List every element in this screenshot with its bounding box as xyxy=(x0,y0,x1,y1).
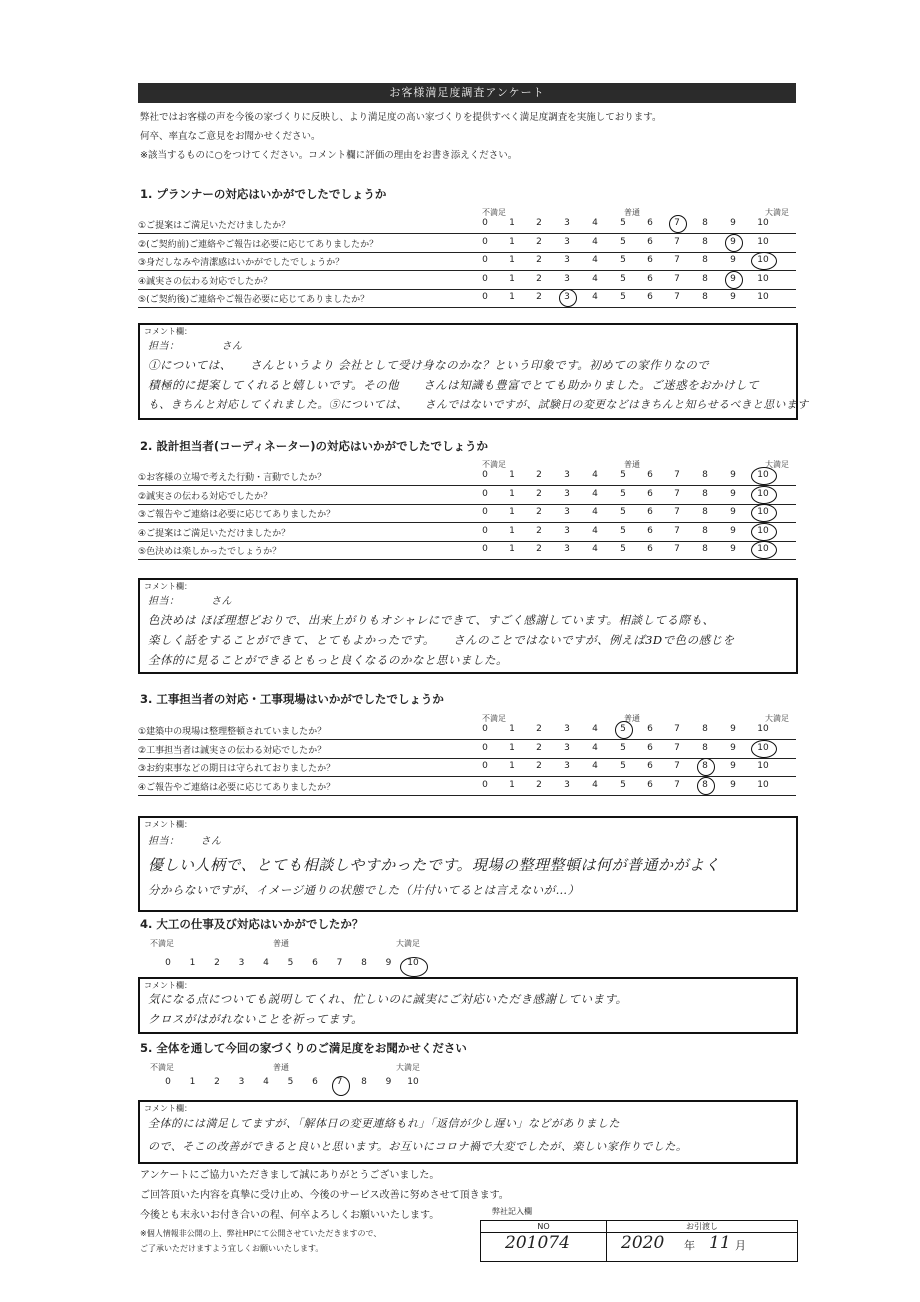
rating-option[interactable]: 8 xyxy=(702,218,708,228)
comment-line: 積極的に提案してくれると嬉しいです。その他 さんは知識も豊富でとても助かりました。ご迷惑をおかけして xyxy=(148,378,760,392)
rating-option[interactable]: 3 xyxy=(564,525,570,536)
rating-option[interactable]: 2 xyxy=(536,525,542,536)
rating-option[interactable]: 5 xyxy=(620,255,626,265)
question-row xyxy=(138,289,796,308)
rating-option[interactable]: 4 xyxy=(592,470,598,480)
scale-mid-label: 普通 xyxy=(624,460,640,469)
rating-option[interactable]: 7 xyxy=(674,525,680,536)
question-row xyxy=(138,467,796,486)
rating-option[interactable]: 2 xyxy=(536,218,542,228)
rating-option[interactable]: 2 xyxy=(536,544,542,554)
rating-option[interactable]: 1 xyxy=(509,255,515,265)
handover-year: 2020 xyxy=(621,1233,665,1253)
comment-line: 全体的に見ることができるともっと良くなるのかなと思いました。 xyxy=(148,653,508,667)
rating-option[interactable]: 9 xyxy=(730,724,736,734)
rating-option[interactable]: 9 xyxy=(730,470,736,480)
rating-option[interactable]: 6 xyxy=(647,218,653,228)
rating-option[interactable]: 10 xyxy=(407,958,419,968)
rating-option[interactable]: 4 xyxy=(592,544,598,554)
rating-option[interactable]: 1 xyxy=(509,236,515,247)
rating-option[interactable]: 2 xyxy=(536,779,542,790)
comment-label: コメント欄： xyxy=(144,820,192,829)
privacy-note-2: ご了承いただけますよう宜しくお願いいたします。 xyxy=(140,1244,324,1253)
comment-line: 分からないですが、イメージ通りの状態でした（片付いてるとは言えないが…） xyxy=(148,883,580,897)
rating-option[interactable]: 3 xyxy=(564,273,570,284)
rating-option[interactable]: 5 xyxy=(287,958,294,968)
rating-option[interactable]: 7 xyxy=(674,273,680,284)
scale-high-label: 大満足 xyxy=(396,939,420,948)
question-row xyxy=(138,740,796,759)
comment-line: 担当： さん xyxy=(148,836,222,847)
rating-option[interactable]: 0 xyxy=(482,273,488,284)
comment-line: ので、そこの改善ができると良いと思います。お互いにコロナ禍で大変でしたが、楽しい家作りでした。 xyxy=(148,1140,688,1153)
rating-option[interactable]: 2 xyxy=(536,255,542,265)
rating-option[interactable]: 8 xyxy=(361,1077,367,1087)
question-row xyxy=(138,234,796,253)
rating-option[interactable]: 3 xyxy=(564,236,570,247)
section-5-heading: 5. 全体を通して今回の家づくりのご満足度をお聞かせください xyxy=(140,1041,467,1055)
rating-option[interactable]: 10 xyxy=(757,742,769,753)
question-text: ②工事担当者は誠実さの伝わる対応でしたか？ xyxy=(138,745,327,756)
question-text: ③身だしなみや清潔感はいかがでしたでしょうか？ xyxy=(138,258,345,268)
rating-option[interactable]: 7 xyxy=(674,544,680,554)
section-3-comment-box xyxy=(138,816,798,912)
rating-option[interactable]: 2 xyxy=(536,742,542,753)
rating-option[interactable]: 7 xyxy=(674,488,680,499)
scale-low-label: 不満足 xyxy=(150,1063,174,1072)
question-row xyxy=(138,758,796,777)
rating-option[interactable]: 8 xyxy=(702,761,708,771)
rating-option[interactable]: 6 xyxy=(312,1077,318,1087)
intro-line-3: ※該当するものに○をつけてください。コメント欄に評価の理由をお書き添えください。 xyxy=(140,150,518,161)
rating-option[interactable]: 5 xyxy=(620,292,626,302)
question-text: ④ご報告やご連絡は必要に応じてありましたか？ xyxy=(138,782,336,793)
rating-option[interactable]: 3 xyxy=(564,761,570,771)
rating-option[interactable]: 3 xyxy=(564,507,570,517)
rating-option[interactable]: 6 xyxy=(647,742,653,753)
rating-option[interactable]: 1 xyxy=(509,218,515,228)
handover-month: 11 xyxy=(709,1233,731,1253)
rating-option[interactable]: 7 xyxy=(674,255,680,265)
rating-option[interactable]: 4 xyxy=(592,724,598,734)
question-text: ②誠実さの伝わる対応でしたか？ xyxy=(138,491,273,502)
rating-option[interactable]: 10 xyxy=(757,255,769,265)
rating-option[interactable]: 1 xyxy=(509,292,515,302)
rating-option[interactable]: 5 xyxy=(620,218,626,228)
rating-option[interactable]: 2 xyxy=(536,507,542,517)
intro-line-2: 何卒、率直なご意見をお聞かせください。 xyxy=(140,131,321,142)
rating-option[interactable]: 6 xyxy=(647,470,653,480)
rating-option[interactable]: 1 xyxy=(509,724,515,734)
question-text: ⑤(ご契約後)ご連絡やご報告必要に応じてありましたか？ xyxy=(138,295,370,305)
handover-label: お引渡し xyxy=(607,1221,797,1233)
comment-line: 担当： さん xyxy=(148,596,232,607)
rating-option[interactable]: 1 xyxy=(509,779,515,790)
rating-option[interactable]: 8 xyxy=(702,292,708,302)
rating-option[interactable]: 7 xyxy=(674,779,680,790)
section-5-comment-box xyxy=(138,1100,798,1164)
rating-option[interactable]: 2 xyxy=(536,470,542,480)
section-4-comment-box xyxy=(138,977,798,1034)
question-row xyxy=(138,777,796,796)
rating-option[interactable]: 4 xyxy=(592,488,598,499)
comment-line: ①については、 さんというより 会社として受け身なのかな？という印象です。初めての家作りなので xyxy=(148,358,710,372)
rating-option[interactable]: 7 xyxy=(336,958,343,968)
rating-option[interactable]: 10 xyxy=(757,488,769,499)
rating-option[interactable]: 9 xyxy=(730,525,736,536)
section-3-heading: 3. 工事担当者の対応・工事現場はいかがでしたでしょうか xyxy=(140,692,444,706)
rating-option[interactable]: 1 xyxy=(509,488,515,499)
footer-line-2: ご回答頂いた内容を真摯に受け止め、今後のサービス改善に努めさせて頂きます。 xyxy=(140,1190,509,1201)
office-use-label: 弊社記入欄 xyxy=(492,1207,532,1216)
rating-option[interactable]: 7 xyxy=(674,761,680,771)
rating-option[interactable]: 3 xyxy=(564,292,570,302)
rating-option[interactable]: 5 xyxy=(287,1077,294,1087)
rating-option[interactable]: 0 xyxy=(165,958,171,968)
rating-option[interactable]: 4 xyxy=(592,507,598,517)
rating-option[interactable]: 4 xyxy=(592,255,598,265)
scale-low-label: 不満足 xyxy=(482,460,506,469)
year-unit: 年 xyxy=(684,1239,695,1252)
question-row xyxy=(138,215,796,234)
rating-option[interactable]: 6 xyxy=(647,779,653,790)
rating-option[interactable]: 6 xyxy=(312,958,318,968)
scale-mid-label: 普通 xyxy=(624,714,640,723)
question-row xyxy=(138,486,796,505)
rating-option[interactable]: 2 xyxy=(536,292,542,302)
rating-option[interactable]: 0 xyxy=(482,724,488,734)
rating-option[interactable]: 7 xyxy=(336,1077,343,1087)
question-row xyxy=(138,504,796,523)
comment-line: 気になる点についても説明してくれ、忙しいのに誠実にご対応いただき感謝しています。 xyxy=(148,992,628,1006)
section-4-heading: 4. 大工の仕事及び対応はいかがでしたか？ xyxy=(140,917,364,931)
rating-option[interactable]: 10 xyxy=(757,724,769,734)
rating-option[interactable]: 5 xyxy=(620,525,626,536)
comment-line: 楽しく話をすることができて、とてもよかったです。 さんのことではないですが、例えば3Dで色の感じを xyxy=(148,633,735,647)
rating-option[interactable]: 10 xyxy=(757,761,769,771)
scale-mid-label: 普通 xyxy=(273,1063,289,1072)
rating-option[interactable]: 5 xyxy=(620,724,626,734)
rating-option[interactable]: 8 xyxy=(702,488,708,499)
rating-option[interactable]: 0 xyxy=(165,1077,171,1087)
rating-option[interactable]: 7 xyxy=(674,742,680,753)
rating-option[interactable]: 6 xyxy=(647,544,653,554)
rating-option[interactable]: 0 xyxy=(482,236,488,247)
rating-option[interactable]: 0 xyxy=(482,525,488,536)
privacy-note-1: ※個人情報非公開の上、弊社HPにて公開させていただきますので、 xyxy=(140,1229,382,1238)
comment-line: 担当： さん xyxy=(148,341,243,352)
rating-option[interactable]: 10 xyxy=(757,236,769,247)
question-text: ②(ご契約前)ご連絡やご報告は必要に応じてありましたか？ xyxy=(138,239,379,250)
rating-option[interactable]: 1 xyxy=(509,544,515,554)
intro-line-1: 弊社ではお客様の声を今後の家づくりに反映し、より満足度の高い家づくりを提供すべく満足度調査を実施しております。 xyxy=(140,112,662,123)
footer-line-3: 今後とも末永いお付き合いの程、何卒よろしくお願いいたします。 xyxy=(140,1210,440,1221)
rating-option[interactable]: 9 xyxy=(730,761,736,771)
rating-option[interactable]: 0 xyxy=(482,292,488,302)
footer-line-1: アンケートにご協力いただきまして誠にありがとうございました。 xyxy=(140,1170,440,1181)
rating-option[interactable]: 10 xyxy=(757,525,769,536)
rating-option[interactable]: 0 xyxy=(482,544,488,554)
rating-option[interactable]: 10 xyxy=(757,544,769,554)
scale-high-label: 大満足 xyxy=(765,714,789,723)
rating-option[interactable]: 3 xyxy=(238,958,245,968)
rating-option[interactable]: 6 xyxy=(647,724,653,734)
rating-option[interactable]: 6 xyxy=(647,488,653,499)
rating-option[interactable]: 10 xyxy=(407,1077,419,1087)
rating-option[interactable]: 2 xyxy=(536,273,542,284)
comment-line: も、きちんと対応してくれました。⑤については、 さんではないですが、試験日の変更などはきちんと知らせるべきと思います xyxy=(148,398,809,411)
rating-option[interactable]: 7 xyxy=(674,218,680,228)
rating-option[interactable]: 1 xyxy=(509,761,515,771)
office-use-box xyxy=(480,1220,798,1262)
rating-option[interactable]: 5 xyxy=(620,779,626,790)
rating-option[interactable]: 2 xyxy=(536,488,542,499)
rating-option[interactable]: 3 xyxy=(564,488,570,499)
rating-option[interactable]: 5 xyxy=(620,544,626,554)
rating-option[interactable]: 4 xyxy=(592,292,598,302)
scale-high-label: 大満足 xyxy=(765,208,789,217)
rating-option[interactable]: 2 xyxy=(536,236,542,247)
rating-option[interactable]: 0 xyxy=(482,470,488,480)
rating-option[interactable]: 9 xyxy=(730,507,736,517)
rating-option[interactable]: 9 xyxy=(730,742,736,753)
rating-option[interactable]: 9 xyxy=(730,236,736,247)
rating-option[interactable]: 9 xyxy=(730,273,736,284)
rating-option[interactable]: 1 xyxy=(509,507,515,517)
question-text: ①ご提案はご満足いただけましたか？ xyxy=(138,221,291,231)
scale-low-label: 不満足 xyxy=(482,714,506,723)
rating-option[interactable]: 4 xyxy=(592,218,598,228)
rating-option[interactable]: 6 xyxy=(647,292,653,302)
question-row xyxy=(138,541,796,560)
scale-high-label: 大満足 xyxy=(765,460,789,469)
rating-option[interactable]: 1 xyxy=(189,958,196,968)
rating-option[interactable]: 8 xyxy=(702,236,708,247)
rating-option[interactable]: 4 xyxy=(592,273,598,284)
rating-option[interactable]: 8 xyxy=(702,779,708,790)
rating-option[interactable]: 5 xyxy=(620,761,626,771)
rating-option[interactable]: 10 xyxy=(757,218,769,228)
rating-option[interactable]: 8 xyxy=(702,255,708,265)
rating-option[interactable]: 4 xyxy=(263,958,269,968)
rating-option[interactable]: 3 xyxy=(564,218,570,228)
rating-option[interactable]: 4 xyxy=(592,761,598,771)
rating-option[interactable]: 6 xyxy=(647,761,653,771)
comment-line: クロスがはがれないことを祈ってます。 xyxy=(148,1012,364,1026)
rating-option[interactable]: 1 xyxy=(509,273,515,284)
rating-option[interactable]: 8 xyxy=(702,742,708,753)
rating-option[interactable]: 3 xyxy=(238,1077,245,1087)
question-row xyxy=(138,721,796,740)
rating-option[interactable]: 0 xyxy=(482,488,488,499)
rating-option[interactable]: 5 xyxy=(620,236,626,247)
rating-option[interactable]: 7 xyxy=(674,236,680,247)
rating-option[interactable]: 3 xyxy=(564,544,570,554)
rating-option[interactable]: 10 xyxy=(757,292,769,302)
rating-option[interactable]: 6 xyxy=(647,255,653,265)
rating-option[interactable]: 4 xyxy=(592,742,598,753)
rating-option[interactable]: 5 xyxy=(620,488,626,499)
rating-option[interactable]: 10 xyxy=(757,273,769,284)
question-row xyxy=(138,523,796,542)
rating-option[interactable]: 3 xyxy=(564,779,570,790)
rating-option[interactable]: 0 xyxy=(482,507,488,517)
rating-option[interactable]: 2 xyxy=(536,761,542,771)
rating-option[interactable]: 5 xyxy=(620,742,626,753)
rating-option[interactable]: 10 xyxy=(757,470,769,480)
rating-option[interactable]: 8 xyxy=(702,724,708,734)
record-number: 201074 xyxy=(505,1233,570,1253)
rating-option[interactable]: 7 xyxy=(674,724,680,734)
question-text: ⑤色決めは楽しかったでしょうか？ xyxy=(138,547,282,557)
rating-option[interactable]: 2 xyxy=(536,724,542,734)
section-1-comment-box xyxy=(138,323,809,420)
comment-label: コメント欄： xyxy=(144,981,192,990)
rating-option[interactable]: 3 xyxy=(564,724,570,734)
rating-option[interactable]: 3 xyxy=(564,470,570,480)
rating-option[interactable]: 8 xyxy=(702,507,708,517)
comment-line: 優しい人柄で、とても相談しやすかったです。現場の整理整頓は何が普通かがよく xyxy=(148,856,721,874)
rating-option[interactable]: 4 xyxy=(263,1077,269,1087)
question-row xyxy=(138,271,796,290)
rating-option[interactable]: 1 xyxy=(509,470,515,480)
rating-option[interactable]: 3 xyxy=(564,255,570,265)
comment-label: コメント欄： xyxy=(144,582,192,591)
question-text: ①建築中の現場は整理整頓されていましたか？ xyxy=(138,727,327,737)
rating-option[interactable]: 0 xyxy=(482,218,488,228)
rating-option[interactable]: 8 xyxy=(702,544,708,554)
question-text: ④ご提案はご満足いただけましたか？ xyxy=(138,528,291,539)
rating-option[interactable]: 1 xyxy=(509,742,515,753)
comment-line: 全体的には満足してますが、「解体日の変更連絡もれ」「返信が少し遅い」などがありました xyxy=(148,1117,620,1130)
rating-option[interactable]: 7 xyxy=(674,470,680,480)
section-2-comment-box xyxy=(138,578,798,674)
rating-option[interactable]: 2 xyxy=(214,958,220,968)
comment-label: コメント欄： xyxy=(144,1104,192,1113)
scale-high-label: 大満足 xyxy=(396,1063,420,1072)
rating-option[interactable]: 9 xyxy=(730,218,736,228)
question-text: ①お客様の立場で考えた行動・言動でしたか？ xyxy=(138,473,327,483)
rating-option[interactable]: 6 xyxy=(647,507,653,517)
rating-option[interactable]: 9 xyxy=(730,255,736,265)
rating-option[interactable]: 2 xyxy=(214,1077,220,1087)
rating-option[interactable]: 8 xyxy=(361,958,367,968)
question-text: ③お約束事などの期日は守られておりましたか？ xyxy=(138,764,336,774)
rating-option[interactable]: 6 xyxy=(647,236,653,247)
box-divider xyxy=(606,1221,607,1261)
section-1-heading: 1. プランナーの対応はいかがでしたでしょうか xyxy=(140,187,387,201)
rating-option[interactable]: 9 xyxy=(730,292,736,302)
section-2-heading: 2. 設計担当者(コーディネーター)の対応はいかがでしたでしょうか xyxy=(140,439,488,453)
rating-option[interactable]: 6 xyxy=(647,525,653,536)
rating-option[interactable]: 4 xyxy=(592,236,598,247)
rating-option[interactable]: 6 xyxy=(647,273,653,284)
rating-option[interactable]: 7 xyxy=(674,507,680,517)
rating-option[interactable]: 4 xyxy=(592,525,598,536)
scale-low-label: 不満足 xyxy=(482,208,506,217)
rating-option[interactable]: 4 xyxy=(592,779,598,790)
comment-line: 色決めは ほぼ理想どおりで、出来上がりもオシャレにできて、すごく感謝しています。相談してる際も、 xyxy=(148,613,715,627)
survey-title: お客様満足度調査アンケート xyxy=(138,83,796,103)
rating-option[interactable]: 5 xyxy=(620,507,626,517)
rating-option[interactable]: 9 xyxy=(385,958,392,968)
rating-option[interactable]: 8 xyxy=(702,273,708,284)
rating-option[interactable]: 9 xyxy=(385,1077,392,1087)
question-row xyxy=(138,252,796,271)
rating-option[interactable]: 5 xyxy=(620,273,626,284)
rating-option[interactable]: 5 xyxy=(620,470,626,480)
rating-option[interactable]: 3 xyxy=(564,742,570,753)
scale-mid-label: 普通 xyxy=(273,939,289,948)
question-text: ④誠実さの伝わる対応でしたか？ xyxy=(138,276,273,287)
month-unit: 月 xyxy=(735,1239,746,1252)
rating-option[interactable]: 0 xyxy=(482,779,488,790)
rating-option[interactable]: 1 xyxy=(509,525,515,536)
rating-option[interactable]: 10 xyxy=(757,507,769,517)
rating-option[interactable]: 9 xyxy=(730,779,736,790)
no-label: NO xyxy=(481,1221,607,1233)
rating-option[interactable]: 9 xyxy=(730,488,736,499)
rating-option[interactable]: 7 xyxy=(674,292,680,302)
rating-option[interactable]: 0 xyxy=(482,742,488,753)
scale-mid-label: 普通 xyxy=(624,208,640,217)
rating-option[interactable]: 9 xyxy=(730,544,736,554)
rating-option[interactable]: 0 xyxy=(482,761,488,771)
rating-option[interactable]: 0 xyxy=(482,255,488,265)
scale-low-label: 不満足 xyxy=(150,939,174,948)
comment-label: コメント欄： xyxy=(144,327,192,336)
rating-option[interactable]: 8 xyxy=(702,470,708,480)
rating-option[interactable]: 1 xyxy=(189,1077,196,1087)
rating-option[interactable]: 8 xyxy=(702,525,708,536)
question-text: ③ご報告やご連絡は必要に応じてありましたか？ xyxy=(138,510,336,520)
rating-option[interactable]: 10 xyxy=(757,779,769,790)
